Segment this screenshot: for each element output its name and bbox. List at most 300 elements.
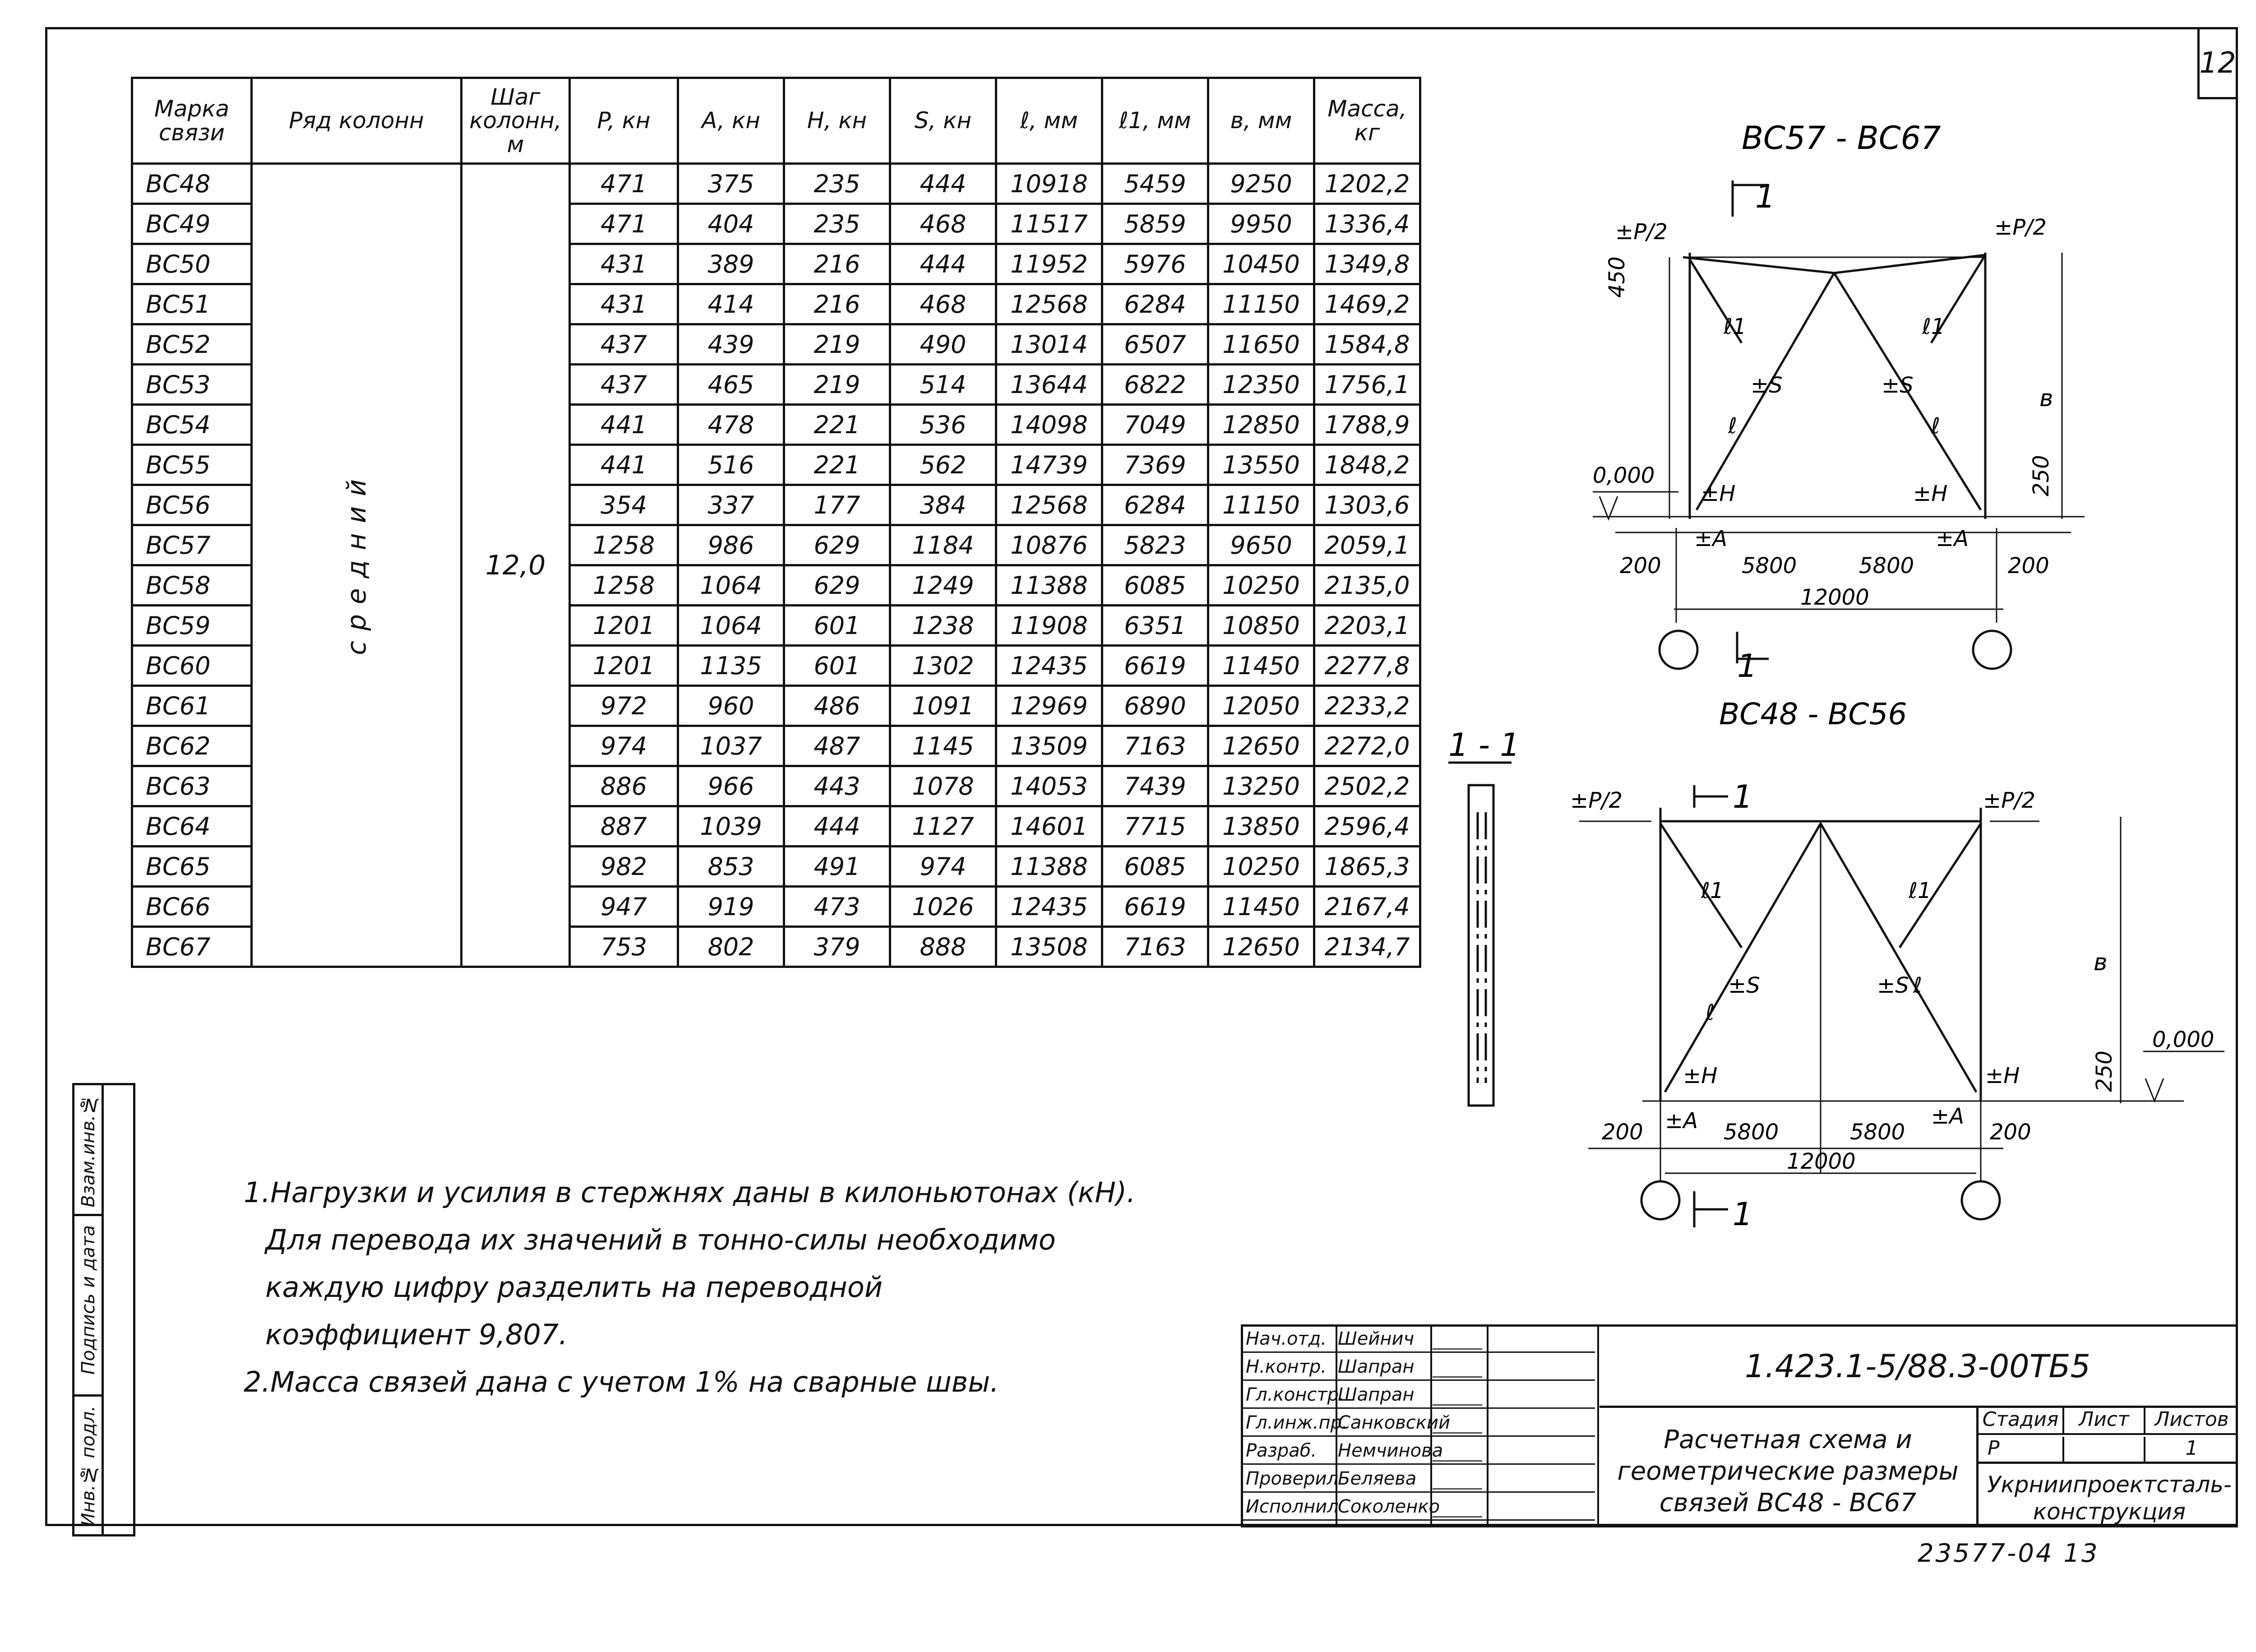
- staff-name: Шейнич: [1338, 1328, 1415, 1349]
- bottom-label-l-left: ℓ: [1706, 1000, 1715, 1025]
- table-cell: 1258: [570, 525, 678, 565]
- table-cell: 444: [890, 244, 996, 284]
- table-cell: 12650: [1208, 726, 1314, 766]
- bottom-label-l1-right: ℓ1: [1909, 878, 1932, 903]
- table-cell: 12568: [996, 485, 1102, 525]
- staff-role: Гл.инж.пр.: [1246, 1412, 1348, 1433]
- table-cell: 516: [678, 445, 784, 485]
- table-cell: 441: [570, 445, 678, 485]
- bottom-label-h-right: ±H: [1985, 1063, 2020, 1088]
- top-dim-200-left: 200: [1620, 553, 1661, 578]
- table-cell: 753: [570, 927, 678, 967]
- column-header: в, мм: [1208, 78, 1314, 164]
- note-line: 2.Масса связей дана с учетом 1% на сварные швы.: [244, 1365, 999, 1398]
- table-cell: ВС61: [132, 686, 252, 726]
- table-cell: 13014: [996, 324, 1102, 365]
- staff-role: Н.контр.: [1246, 1356, 1327, 1377]
- table-cell: 1037: [678, 726, 784, 766]
- bottom-label-h-left: ±H: [1683, 1063, 1718, 1088]
- column-step-cell: 12,0: [462, 164, 570, 967]
- table-cell: 1127: [890, 806, 996, 847]
- document-code: 1.423.1-5/88.3-00ТБ5: [1600, 1327, 2236, 1408]
- table-cell: 7163: [1102, 927, 1208, 967]
- table-cell: 1258: [570, 565, 678, 606]
- table-cell: 11908: [996, 606, 1102, 646]
- top-label-h-left: ±H: [1701, 481, 1736, 506]
- table-cell: ВС58: [132, 565, 252, 606]
- table-cell: 13850: [1208, 806, 1314, 847]
- staff-row: [1243, 1467, 1595, 1493]
- table-cell: 490: [890, 324, 996, 365]
- table-cell: ВС55: [132, 445, 252, 485]
- table-cell: 441: [570, 405, 678, 445]
- table-cell: 10850: [1208, 606, 1314, 646]
- table-cell: 1865,3: [1314, 847, 1420, 887]
- staff-row: [1243, 1355, 1595, 1381]
- note-line: каждую цифру разделить на переводной: [265, 1271, 883, 1304]
- table-cell: 6890: [1102, 686, 1208, 726]
- top-label-b: в: [2039, 385, 2053, 412]
- sheets-header: Листов: [2145, 1408, 2238, 1435]
- staff-list: [1243, 1327, 1595, 1525]
- table-cell: 444: [890, 164, 996, 204]
- column-header: Шаг колонн, м: [462, 78, 570, 164]
- table-cell: 491: [784, 847, 890, 887]
- description-line: связей ВС48 - ВС67: [1659, 1488, 1917, 1518]
- table-cell: 12435: [996, 646, 1102, 686]
- top-dim-200-right: 200: [2008, 553, 2049, 578]
- table-cell: 1184: [890, 525, 996, 565]
- description-line: геометрические размеры: [1617, 1457, 1959, 1486]
- table-cell: 6284: [1102, 485, 1208, 525]
- top-diagram-title: ВС57 - ВС67: [1742, 120, 1941, 157]
- table-cell: 11388: [996, 847, 1102, 887]
- table-cell: 919: [678, 887, 784, 927]
- table-cell: 1336,4: [1314, 204, 1420, 244]
- column-header: P, кн: [570, 78, 678, 164]
- table-cell: 5976: [1102, 244, 1208, 284]
- table-cell: 12050: [1208, 686, 1314, 726]
- table-cell: 6619: [1102, 887, 1208, 927]
- table-cell: 1064: [678, 606, 784, 646]
- table-cell: ВС49: [132, 204, 252, 244]
- table-cell: 2233,2: [1314, 686, 1420, 726]
- top-dim-450: 450: [1604, 256, 1630, 298]
- table-cell: 562: [890, 445, 996, 485]
- section-title: 1 - 1: [1448, 727, 1520, 764]
- top-load-left: ±P/2: [1615, 219, 1668, 245]
- top-section-mark: 1: [1755, 178, 1775, 215]
- table-cell: 389: [678, 244, 784, 284]
- table-cell: 471: [570, 204, 678, 244]
- bottom-label-b: в: [2094, 949, 2108, 976]
- table-cell: 431: [570, 284, 678, 324]
- signature: [1433, 1359, 1482, 1378]
- signature: [1433, 1331, 1482, 1350]
- table-cell: 536: [890, 405, 996, 445]
- table-cell: 13508: [996, 927, 1102, 967]
- table-cell: 7049: [1102, 405, 1208, 445]
- column-header: H, кн: [784, 78, 890, 164]
- table-cell: 6351: [1102, 606, 1208, 646]
- table-cell: 1064: [678, 565, 784, 606]
- table-cell: 887: [570, 806, 678, 847]
- table-cell: 2272,0: [1314, 726, 1420, 766]
- footer-number: 23577-04 13: [1918, 1539, 2099, 1568]
- table-cell: 1469,2: [1314, 284, 1420, 324]
- stamp-signature-date: Подпись и дата: [78, 1225, 99, 1375]
- table-cell: 235: [784, 164, 890, 204]
- table-cell: 982: [570, 847, 678, 887]
- table-cell: 6619: [1102, 646, 1208, 686]
- table-cell: 12435: [996, 887, 1102, 927]
- table-cell: 2203,1: [1314, 606, 1420, 646]
- table-cell: 487: [784, 726, 890, 766]
- table-cell: 6284: [1102, 284, 1208, 324]
- staff-role: Исполнил: [1246, 1496, 1339, 1517]
- table-cell: 972: [570, 686, 678, 726]
- table-cell: 1584,8: [1314, 324, 1420, 365]
- stage-header: Стадия: [1979, 1408, 2064, 1435]
- table-cell: ВС64: [132, 806, 252, 847]
- bottom-dim-200-left: 200: [1602, 1120, 1643, 1145]
- staff-name: Шапран: [1338, 1384, 1415, 1405]
- table-cell: 1202,2: [1314, 164, 1420, 204]
- table-cell: 13509: [996, 726, 1102, 766]
- table-cell: 1249: [890, 565, 996, 606]
- table-cell: 1756,1: [1314, 365, 1420, 405]
- table-cell: 1238: [890, 606, 996, 646]
- table-cell: ВС57: [132, 525, 252, 565]
- column-header: A, кн: [678, 78, 784, 164]
- table-cell: 375: [678, 164, 784, 204]
- bottom-diagram-title: ВС48 - ВС56: [1719, 697, 1907, 731]
- table-cell: 853: [678, 847, 784, 887]
- top-dim-5800-right: 5800: [1859, 553, 1914, 578]
- top-label-l1-left: ℓ1: [1724, 314, 1747, 339]
- table-cell: 414: [678, 284, 784, 324]
- table-cell: 439: [678, 324, 784, 365]
- staff-name: Шапран: [1338, 1356, 1415, 1377]
- table-cell: 10250: [1208, 847, 1314, 887]
- table-cell: 1145: [890, 726, 996, 766]
- table-cell: ВС50: [132, 244, 252, 284]
- table-cell: 1039: [678, 806, 784, 847]
- table-cell: 1091: [890, 686, 996, 726]
- bottom-load-left: ±P/2: [1570, 788, 1623, 813]
- stage-table: [1979, 1408, 2238, 1467]
- table-cell: 221: [784, 445, 890, 485]
- table-cell: 337: [678, 485, 784, 525]
- table-cell: 10450: [1208, 244, 1314, 284]
- bottom-label-s-right: ±S: [1877, 973, 1909, 998]
- table-cell: 1848,2: [1314, 445, 1420, 485]
- table-cell: 947: [570, 887, 678, 927]
- table-cell: 7439: [1102, 766, 1208, 806]
- table-cell: 2596,4: [1314, 806, 1420, 847]
- table-cell: 1303,6: [1314, 485, 1420, 525]
- staff-name: Санковский: [1338, 1412, 1450, 1433]
- table-cell: 5823: [1102, 525, 1208, 565]
- table-cell: 2277,8: [1314, 646, 1420, 686]
- table-cell: 1788,9: [1314, 405, 1420, 445]
- table-cell: ВС60: [132, 646, 252, 686]
- table-cell: ВС53: [132, 365, 252, 405]
- table-cell: 2167,4: [1314, 887, 1420, 927]
- table-cell: 235: [784, 204, 890, 244]
- table-cell: 443: [784, 766, 890, 806]
- table-cell: 11150: [1208, 485, 1314, 525]
- table-cell: 960: [678, 686, 784, 726]
- staff-row: [1243, 1411, 1595, 1437]
- staff-row: [1243, 1439, 1595, 1465]
- table-cell: 221: [784, 405, 890, 445]
- table-cell: 13250: [1208, 766, 1314, 806]
- bottom-section-mark: 1: [1733, 778, 1753, 815]
- staff-role: Гл.констр.: [1246, 1384, 1345, 1405]
- staff-name: Соколенко: [1338, 1496, 1440, 1517]
- table-cell: 13550: [1208, 445, 1314, 485]
- table-cell: 2135,0: [1314, 565, 1420, 606]
- table-cell: 974: [570, 726, 678, 766]
- table-cell: 404: [678, 204, 784, 244]
- table-cell: 11450: [1208, 646, 1314, 686]
- table-cell: ВС51: [132, 284, 252, 324]
- table-cell: 1201: [570, 646, 678, 686]
- table-cell: 12850: [1208, 405, 1314, 445]
- table-cell: 468: [890, 284, 996, 324]
- top-dim-5800-left: 5800: [1742, 553, 1797, 578]
- table-cell: 629: [784, 565, 890, 606]
- table-cell: 11450: [1208, 887, 1314, 927]
- table-cell: ВС67: [132, 927, 252, 967]
- table-cell: 7369: [1102, 445, 1208, 485]
- note-line: коэффициент 9,807.: [265, 1318, 568, 1351]
- top-label-a-right: ±A: [1936, 526, 1969, 551]
- table-cell: 11150: [1208, 284, 1314, 324]
- column-header: ℓ1, мм: [1102, 78, 1208, 164]
- table-cell: 601: [784, 646, 890, 686]
- top-label-s-right: ±S: [1882, 373, 1914, 398]
- top-section-mark-bottom: 1: [1737, 648, 1757, 685]
- table-cell: 437: [570, 324, 678, 365]
- column-header: Ряд колонн: [252, 78, 462, 164]
- left-stamp: [72, 1083, 135, 1536]
- table-cell: 2502,2: [1314, 766, 1420, 806]
- table-cell: 6085: [1102, 847, 1208, 887]
- table-cell: 9950: [1208, 204, 1314, 244]
- top-dim-total: 12000: [1800, 585, 1869, 610]
- bottom-label-s-left: ±S: [1728, 973, 1760, 998]
- table-cell: 14098: [996, 405, 1102, 445]
- table-cell: 379: [784, 927, 890, 967]
- column-header: ℓ, мм: [996, 78, 1102, 164]
- bottom-label-l-right: ℓ: [1913, 973, 1922, 998]
- table-cell: 1349,8: [1314, 244, 1420, 284]
- table-cell: 216: [784, 244, 890, 284]
- notes: [244, 1169, 1136, 1406]
- staff-row: [1243, 1495, 1595, 1521]
- table-cell: ВС56: [132, 485, 252, 525]
- top-load-right: ±P/2: [1994, 215, 2047, 240]
- staff-role: Проверил: [1246, 1468, 1339, 1489]
- table-cell: 14601: [996, 806, 1102, 847]
- table-cell: 1302: [890, 646, 996, 686]
- staff-role: Разраб.: [1246, 1440, 1317, 1461]
- table-cell: 629: [784, 525, 890, 565]
- bottom-level: 0,000: [2152, 1027, 2214, 1052]
- table-cell: 1026: [890, 887, 996, 927]
- sheets-value: 1: [2145, 1437, 2238, 1464]
- table-cell: 14739: [996, 445, 1102, 485]
- table-cell: 2134,7: [1314, 927, 1420, 967]
- signature: [1433, 1443, 1482, 1462]
- table-cell: 5459: [1102, 164, 1208, 204]
- table-cell: 10876: [996, 525, 1102, 565]
- table-cell: 11952: [996, 244, 1102, 284]
- table-cell: ВС59: [132, 606, 252, 646]
- sheet-value: [2064, 1437, 2145, 1464]
- table-cell: 1078: [890, 766, 996, 806]
- table-cell: ВС63: [132, 766, 252, 806]
- table-cell: 11388: [996, 565, 1102, 606]
- row-series-cell: [252, 164, 462, 967]
- table-cell: 219: [784, 365, 890, 405]
- bottom-dim-total: 12000: [1787, 1149, 1856, 1174]
- bottom-section-mark-bottom: 1: [1733, 1196, 1753, 1233]
- table-cell: ВС66: [132, 887, 252, 927]
- table-cell: 6507: [1102, 324, 1208, 365]
- bottom-label-a-left: ±A: [1665, 1108, 1698, 1134]
- top-label-l-right: ℓ: [1931, 413, 1940, 439]
- top-label-h-right: ±H: [1913, 481, 1948, 506]
- table-cell: 486: [784, 686, 890, 726]
- stamp-inv-original: Инв.№ подл.: [78, 1406, 99, 1527]
- table-cell: 10250: [1208, 565, 1314, 606]
- table-row: [132, 164, 1420, 204]
- bottom-load-right: ±P/2: [1983, 788, 2035, 813]
- column-header: S, кн: [890, 78, 996, 164]
- table-cell: 465: [678, 365, 784, 405]
- stage-value: Р: [1979, 1437, 2064, 1464]
- signature: [1433, 1415, 1482, 1434]
- table-cell: 2059,1: [1314, 525, 1420, 565]
- sheet-number: 12: [2197, 27, 2238, 99]
- table-cell: ВС48: [132, 164, 252, 204]
- table-cell: 437: [570, 365, 678, 405]
- drawing-description: [1600, 1408, 1979, 1525]
- note-line: 1.Нагрузки и усилия в стержнях даны в килоньютонах (кН).: [244, 1176, 1136, 1209]
- table-cell: 478: [678, 405, 784, 445]
- table-cell: 12350: [1208, 365, 1314, 405]
- table-cell: 601: [784, 606, 890, 646]
- table-cell: 473: [784, 887, 890, 927]
- table-cell: 11650: [1208, 324, 1314, 365]
- staff-row: [1243, 1383, 1595, 1409]
- table-cell: 9650: [1208, 525, 1314, 565]
- table-cell: 9250: [1208, 164, 1314, 204]
- column-header: Марка связи: [132, 78, 252, 164]
- table-cell: 5859: [1102, 204, 1208, 244]
- top-label-s-left: ±S: [1751, 373, 1783, 398]
- table-cell: 431: [570, 244, 678, 284]
- table-cell: 384: [890, 485, 996, 525]
- title-block: [1241, 1324, 2238, 1527]
- bottom-dim-5800-left: 5800: [1724, 1120, 1779, 1145]
- row-series-label: средний: [341, 469, 372, 655]
- table-cell: 216: [784, 284, 890, 324]
- table-cell: 13644: [996, 365, 1102, 405]
- table-cell: 177: [784, 485, 890, 525]
- sheet-header: Лист: [2064, 1408, 2145, 1435]
- bracing-table: [131, 77, 1421, 968]
- bottom-label-l1-left: ℓ1: [1701, 878, 1724, 903]
- top-dim-250: 250: [2029, 455, 2054, 496]
- top-level: 0,000: [1593, 463, 1655, 488]
- table-cell: ВС54: [132, 405, 252, 445]
- staff-role: Нач.отд.: [1246, 1328, 1327, 1349]
- table-cell: 354: [570, 485, 678, 525]
- table-cell: 514: [890, 365, 996, 405]
- table-cell: 1135: [678, 646, 784, 686]
- table-cell: 468: [890, 204, 996, 244]
- staff-row: [1243, 1327, 1595, 1353]
- table-cell: 802: [678, 927, 784, 967]
- signature: [1433, 1471, 1482, 1490]
- table-cell: 12568: [996, 284, 1102, 324]
- bottom-dim-5800-right: 5800: [1850, 1120, 1905, 1145]
- table-cell: 7715: [1102, 806, 1208, 847]
- table-cell: 974: [890, 847, 996, 887]
- signature: [1433, 1499, 1482, 1518]
- table-cell: 14053: [996, 766, 1102, 806]
- bottom-dim-250: 250: [2092, 1050, 2117, 1092]
- table-cell: 7163: [1102, 726, 1208, 766]
- table-cell: ВС65: [132, 847, 252, 887]
- table-cell: 986: [678, 525, 784, 565]
- bottom-dim-200-right: 200: [1990, 1120, 2031, 1145]
- stamp-replace-inv: Взам.инв.№: [78, 1094, 99, 1208]
- top-label-l1-right: ℓ1: [1922, 314, 1945, 339]
- organization: [1983, 1471, 2236, 1525]
- table-cell: 888: [890, 927, 996, 967]
- organization-line: конструкция: [2033, 1499, 2186, 1525]
- organization-line: Укрниипроектсталь-: [1987, 1472, 2232, 1498]
- table-cell: 471: [570, 164, 678, 204]
- table-cell: 219: [784, 324, 890, 365]
- staff-name: Беляева: [1338, 1468, 1417, 1489]
- table-cell: ВС52: [132, 324, 252, 365]
- column-header: Масса, кг: [1314, 78, 1420, 164]
- table-cell: 966: [678, 766, 784, 806]
- table-cell: 6085: [1102, 565, 1208, 606]
- table-cell: 6822: [1102, 365, 1208, 405]
- top-label-a-left: ±A: [1694, 526, 1728, 551]
- table-cell: 1201: [570, 606, 678, 646]
- note-line: Для перевода их значений в тонно-силы необходимо: [265, 1223, 1056, 1256]
- description-line: Расчетная схема и: [1664, 1425, 1912, 1454]
- table-cell: 11517: [996, 204, 1102, 244]
- table-cell: ВС62: [132, 726, 252, 766]
- table-cell: 444: [784, 806, 890, 847]
- staff-name: Немчинова: [1338, 1440, 1443, 1461]
- table-cell: 12969: [996, 686, 1102, 726]
- table-cell: 12650: [1208, 927, 1314, 967]
- table-cell: 10918: [996, 164, 1102, 204]
- top-label-l-left: ℓ: [1728, 413, 1737, 439]
- table-header-row: [132, 78, 1420, 164]
- signature: [1433, 1387, 1482, 1406]
